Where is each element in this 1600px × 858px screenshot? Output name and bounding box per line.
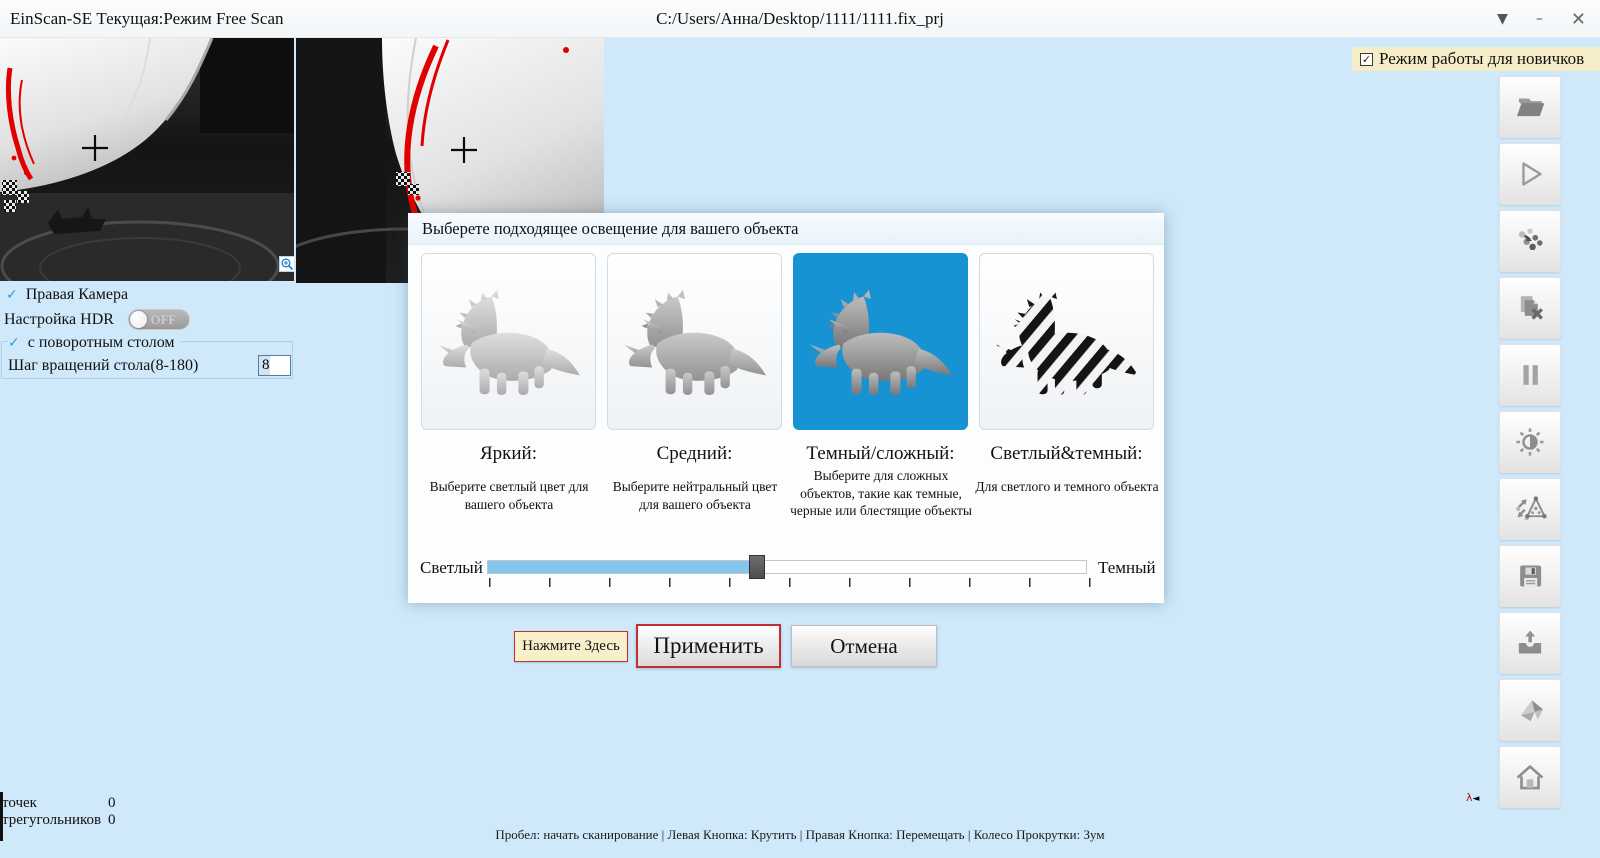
- brightness-button[interactable]: [1499, 411, 1561, 473]
- table-step-row: [8, 357, 198, 375]
- minimize-icon[interactable]: –: [1535, 11, 1543, 27]
- right-camera-checkbox[interactable]: [6, 286, 128, 304]
- option-title: Яркий:: [479, 443, 538, 464]
- hdr-setting-row: [4, 309, 190, 330]
- option-card-selected[interactable]: [793, 253, 968, 430]
- lighting-option-bright-dark[interactable]: [975, 253, 1159, 496]
- dinosaur-preview-dark: [806, 283, 956, 401]
- start-scan-button[interactable]: [1499, 143, 1561, 205]
- points-value: 0: [108, 795, 116, 811]
- hdr-label: Настройка HDR: [4, 310, 114, 328]
- slider-handle[interactable]: [749, 555, 765, 579]
- hdr-toggle[interactable]: [128, 309, 190, 330]
- home-button[interactable]: [1499, 746, 1561, 808]
- option-title: Средний:: [656, 443, 733, 464]
- brightness-sun-icon: [1513, 425, 1547, 459]
- export-tray-icon: [1513, 626, 1547, 660]
- option-description: Выберите светлый цвет для вашего объекта: [429, 479, 589, 512]
- dialog-title: Выберете подходящее освещение для вашего объекта: [408, 213, 1164, 245]
- triangles-label: трегугольников: [2, 812, 102, 828]
- slider-ticks: [489, 578, 1091, 587]
- save-floppy-icon: [1513, 559, 1547, 593]
- table-step-label: Шаг вращений стола(8-180): [8, 357, 199, 374]
- check-icon: ✓: [6, 287, 18, 303]
- title-bar: [0, 0, 1600, 38]
- export-button[interactable]: [1499, 612, 1561, 674]
- option-card[interactable]: [421, 253, 596, 430]
- pause-icon: [1513, 358, 1547, 392]
- hdr-state: OFF: [150, 311, 177, 327]
- toggle-knob-icon: [130, 311, 147, 328]
- align-scans-icon: [1513, 492, 1547, 526]
- keyboard-hints-bar: Пробел: начать сканирование | Левая Кнопка: Крутить | Правая Кнопка: Перемещать | Колесо Прокрутки: Зум: [495, 827, 1105, 842]
- save-button[interactable]: [1499, 545, 1561, 607]
- lighting-dialog: [408, 213, 1164, 603]
- menu-dropdown-icon[interactable]: ▼: [1497, 11, 1508, 27]
- cancel-button[interactable]: Отмена: [791, 625, 937, 667]
- open-project-button[interactable]: [1499, 76, 1561, 138]
- option-description: Для светлого и темного объекта: [975, 479, 1159, 494]
- pause-button[interactable]: [1499, 344, 1561, 406]
- dinosaur-preview-striped: [992, 283, 1142, 401]
- apply-button[interactable]: Применить: [636, 624, 781, 668]
- points-label: точек: [2, 795, 37, 811]
- zoom-in-icon[interactable]: [279, 256, 294, 272]
- option-card[interactable]: [607, 253, 782, 430]
- align-button[interactable]: [1499, 478, 1561, 540]
- slider-right-label: Темный: [1098, 558, 1156, 577]
- scan-statistics: [2, 795, 116, 829]
- brightness-slider[interactable]: [487, 560, 1087, 574]
- mouse-cursor: λ◄: [1466, 791, 1480, 804]
- option-description: Выберите для сложных объектов, такие как темные, черные или блестящие объекты: [790, 468, 972, 519]
- check-icon: ✓: [8, 335, 20, 351]
- option-card[interactable]: [979, 253, 1154, 430]
- slider-fill: [488, 561, 757, 573]
- point-cloud-button[interactable]: [1499, 210, 1561, 272]
- dinosaur-preview-medium: [620, 283, 770, 401]
- point-cloud-icon: [1513, 224, 1547, 258]
- right-camera-label: Правая Камера: [25, 286, 129, 303]
- click-here-button[interactable]: Нажмите Здесь: [514, 631, 628, 662]
- table-step-input[interactable]: [258, 355, 291, 376]
- window-controls: [1497, 0, 1586, 38]
- camera-preview-left: [0, 38, 294, 281]
- newbie-mode-option[interactable]: [1352, 47, 1600, 71]
- play-icon: [1513, 157, 1547, 191]
- turntable-checkbox[interactable]: [8, 334, 181, 352]
- mesh-model-icon: [1513, 693, 1547, 727]
- mesh-button[interactable]: [1499, 679, 1561, 741]
- delete-scan-button[interactable]: [1499, 277, 1561, 339]
- checkbox-checked-icon[interactable]: ✓: [1361, 52, 1372, 66]
- slider-left-label: Светлый: [420, 558, 483, 577]
- lighting-option-medium[interactable]: [607, 253, 782, 513]
- option-title: Темный/сложный:: [806, 443, 955, 464]
- lighting-option-dark[interactable]: [790, 253, 972, 520]
- home-icon: [1513, 760, 1547, 794]
- points-row: [2, 795, 116, 812]
- close-icon[interactable]: ✕: [1570, 8, 1586, 30]
- project-path: C:/Users/Анна/Desktop/1111/1111.fix_prj: [656, 8, 944, 28]
- lighting-option-bright[interactable]: [421, 253, 596, 513]
- delete-file-icon: [1513, 291, 1547, 325]
- dinosaur-preview-bright: [434, 283, 584, 401]
- camera-left-image: [0, 38, 294, 281]
- option-description: Выберите нейтральный цвет для вашего объекта: [612, 479, 778, 512]
- option-title: Светлый&темный:: [990, 443, 1143, 464]
- app-title: EinScan-SE Текущая:Режим Free Scan: [10, 8, 284, 28]
- newbie-mode-label: Режим работы для новичков: [1379, 49, 1585, 68]
- triangles-value: 0: [108, 812, 116, 828]
- turntable-label: с поворотным столом: [27, 334, 175, 351]
- open-folder-icon: [1513, 90, 1547, 124]
